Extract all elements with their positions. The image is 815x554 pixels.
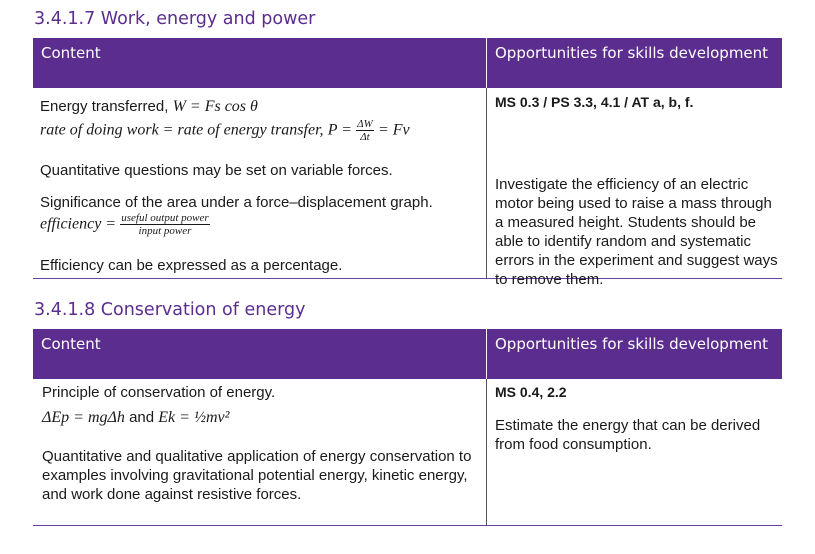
skills-cell — [486, 88, 782, 288]
skills-cell — [486, 379, 782, 525]
principle-text: Principle of conservation of energy. — [42, 384, 276, 401]
table-work-energy-power — [33, 38, 782, 288]
header-content: Content — [41, 44, 101, 62]
table-header — [33, 329, 782, 379]
table-body — [33, 379, 782, 526]
efficiency-numerator: useful output power — [121, 212, 209, 224]
formula-and: and — [129, 409, 155, 426]
section-title-work-energy-power: 3.4.1.7 Work, energy and power — [34, 9, 316, 29]
potential-energy-formula: ΔEp = mgΔh — [42, 409, 125, 426]
energy-application-text: Quantitative and qualitative application of energy conservation to examples involving gravitational potential energy, kinetic energy, and work done against resistive forces. — [42, 448, 472, 503]
area-significance-text: Significance of the area under a force–displacement graph. — [40, 194, 433, 211]
power-numerator: ΔW — [357, 118, 373, 130]
skills-description: Investigate the efficiency of an electric motor being used to raise a mass through a measured height. Students should be able to identify random and systematic errors in the experiment and suggest ways to remove them. — [495, 176, 778, 288]
energy-transferred-line — [40, 98, 258, 116]
energy-transferred-formula: W = Fs cos θ — [172, 98, 258, 115]
header-content: Content — [41, 335, 101, 353]
energy-formulas-line — [42, 409, 229, 427]
power-fraction — [356, 118, 374, 143]
header-opportunities: Opportunities for skills development — [486, 329, 782, 379]
efficiency-line — [40, 212, 210, 237]
content-cell — [33, 379, 486, 525]
table-conservation-of-energy — [33, 329, 782, 526]
header-opportunities: Opportunities for skills development — [486, 38, 782, 88]
skills-reference: MS 0.3 / PS 3.3, 4.1 / AT a, b, f. — [495, 94, 694, 110]
rate-of-work-label: rate of doing work = rate of energy transfer, — [40, 121, 324, 139]
power-symbol: P = — [327, 121, 352, 139]
energy-transferred-label: Energy transferred, — [40, 98, 169, 115]
kinetic-energy-formula: Ek = ½mv² — [158, 409, 230, 426]
power-denominator: Δt — [360, 131, 370, 143]
table-header — [33, 38, 782, 88]
efficiency-denominator: input power — [138, 225, 192, 237]
power-tail: = Fv — [377, 121, 410, 139]
efficiency-fraction — [120, 212, 209, 237]
content-cell — [33, 88, 486, 278]
rate-of-work-line — [40, 118, 410, 143]
efficiency-percentage-text: Efficiency can be expressed as a percentage. — [40, 257, 343, 274]
section-title-conservation-of-energy: 3.4.1.8 Conservation of energy — [34, 300, 306, 320]
variable-forces-text: Quantitative questions may be set on variable forces. — [40, 162, 393, 179]
skills-reference: MS 0.4, 2.2 — [495, 384, 567, 400]
skills-description: Estimate the energy that can be derived from food consumption. — [495, 417, 761, 453]
efficiency-label: efficiency = — [40, 215, 117, 233]
table-body — [33, 88, 782, 288]
